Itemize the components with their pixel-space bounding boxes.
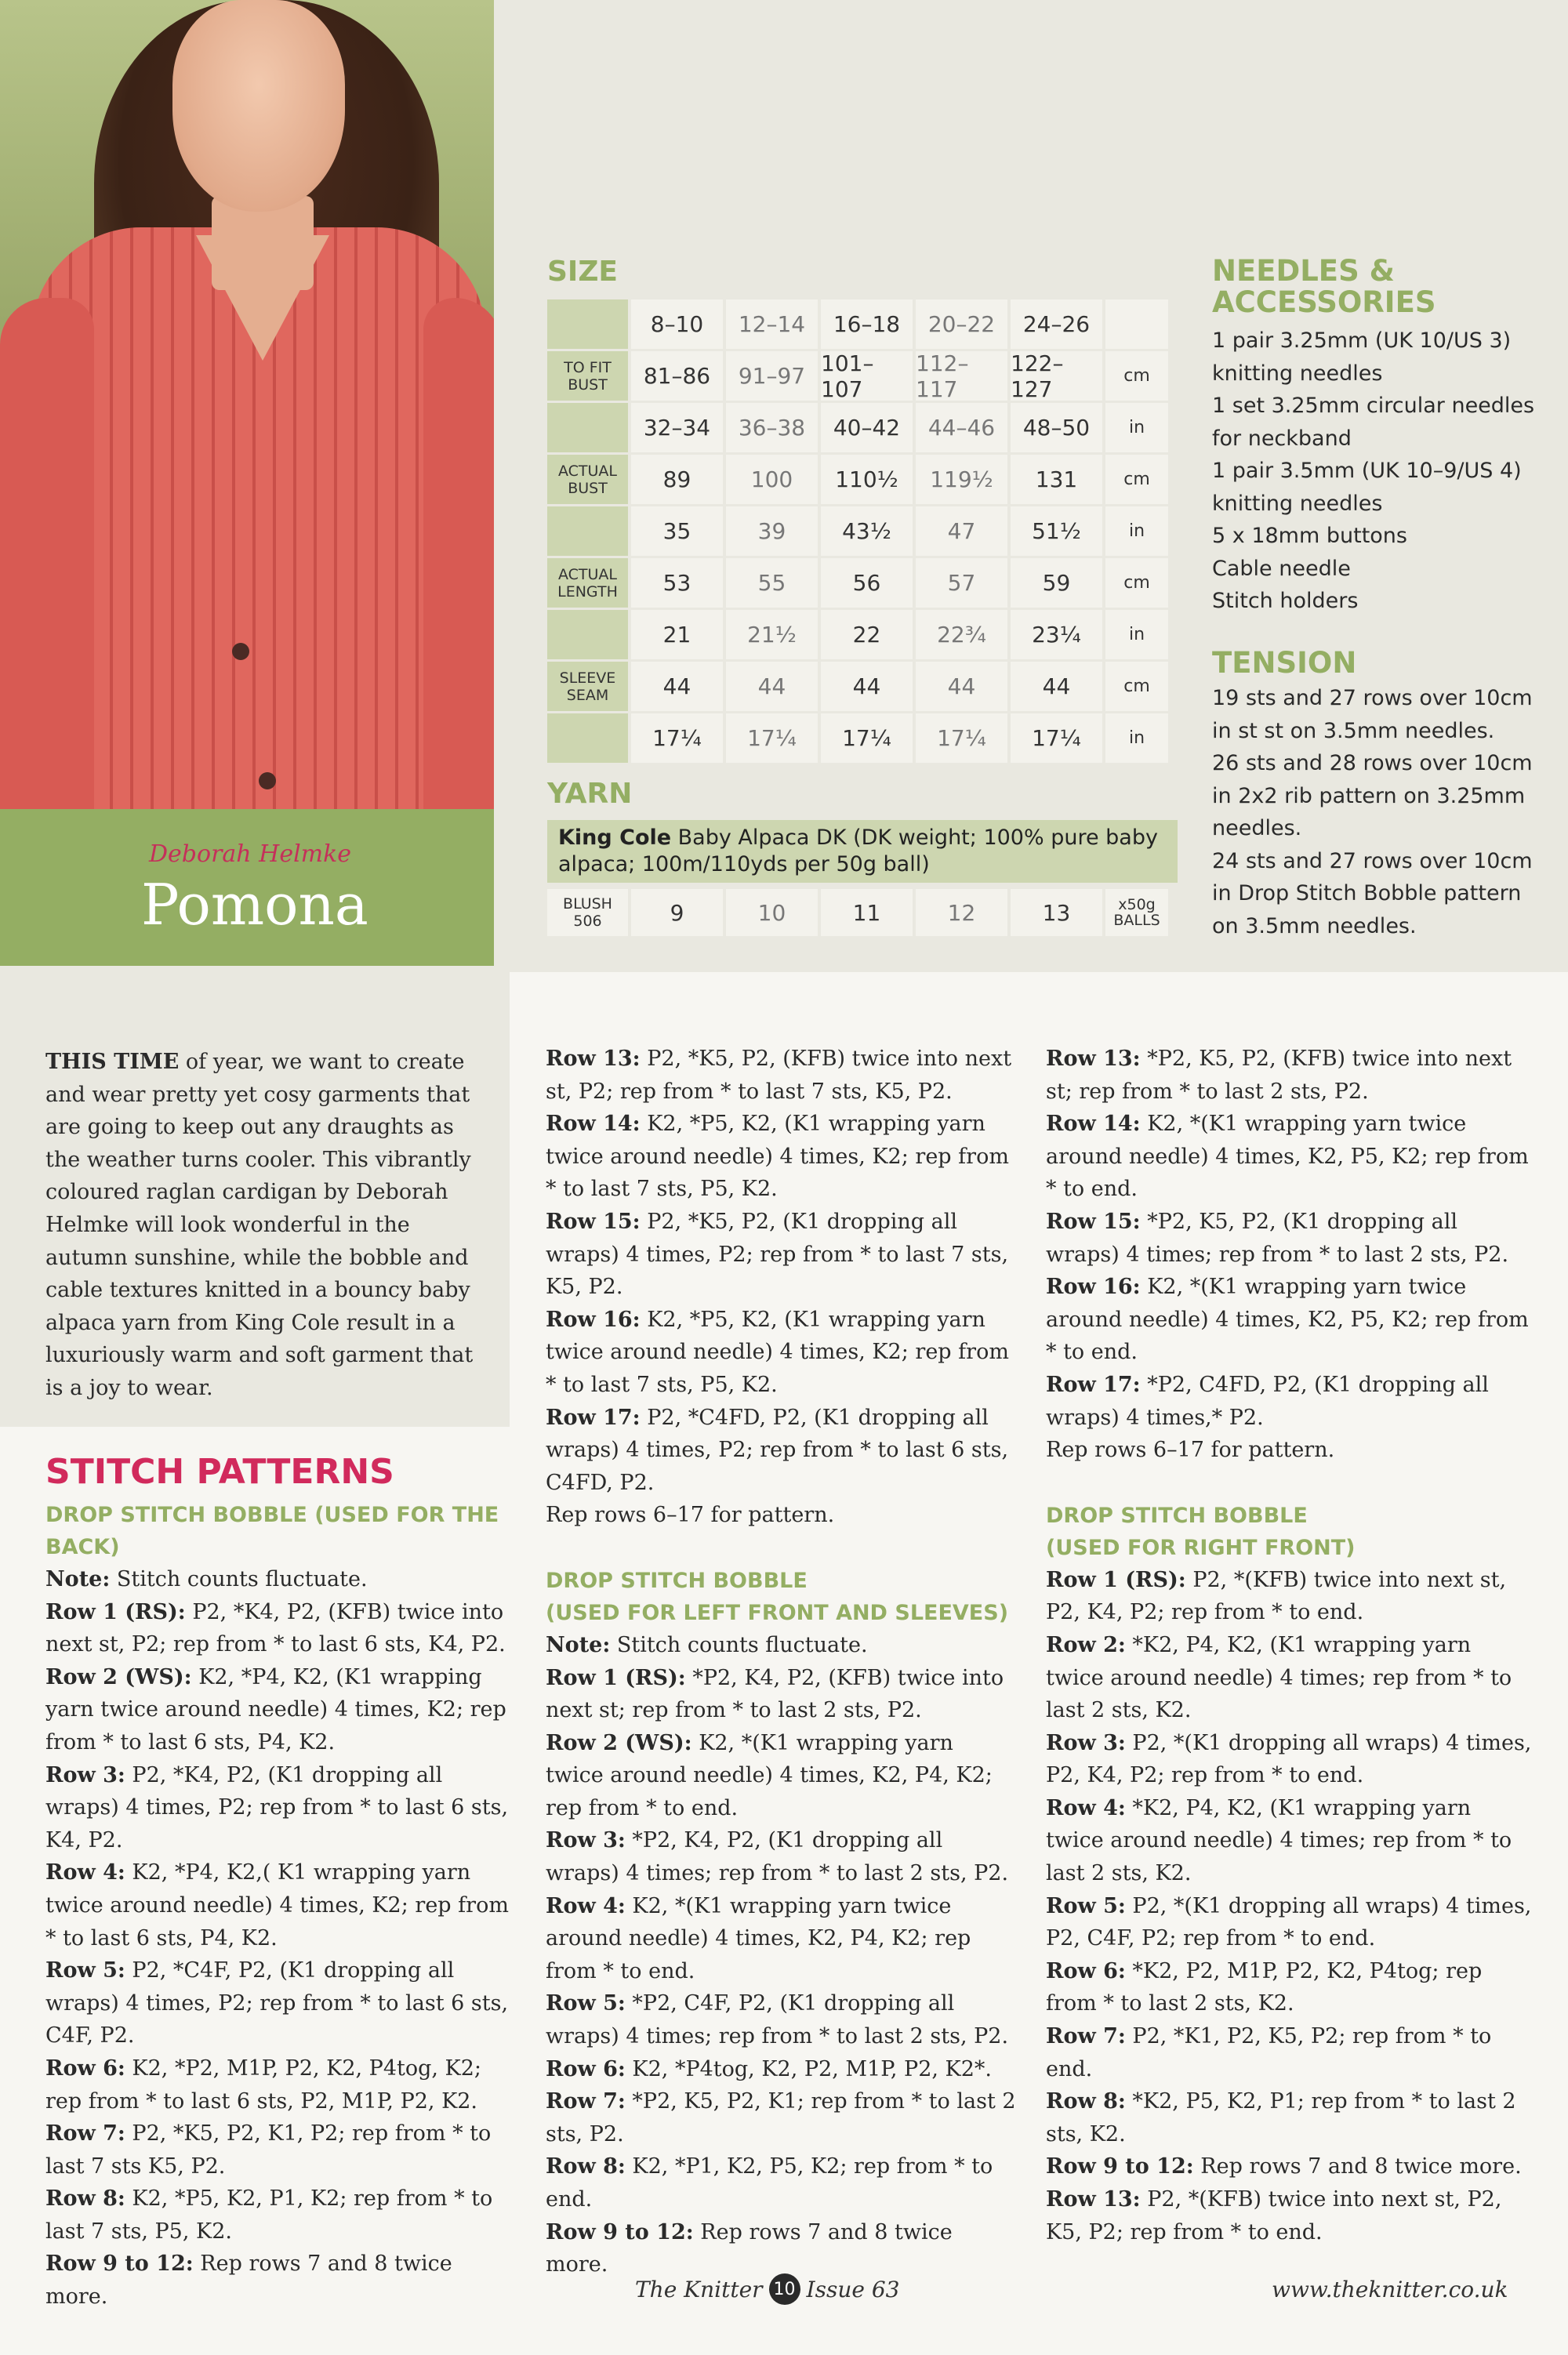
row-label: Row 5: xyxy=(1046,1893,1126,1918)
needles-item: 5 x 18mm buttons xyxy=(1212,524,1407,548)
yarn-quantities-row xyxy=(547,889,1182,936)
size-cell: 59 xyxy=(1011,558,1102,608)
row-label: Row 3: xyxy=(546,1828,626,1853)
pattern-row xyxy=(546,1304,1016,1402)
row-text: P2, *C4F, P2, (K1 dropping all wraps) 4 times, P2; rep from * to last 6 sts, C4F, P2. xyxy=(45,1958,509,2048)
size-cell: 23¼ xyxy=(1011,610,1102,659)
intro-text: of year, we want to create and wear pretty yet cosy garments that are going to keep out any draughts as the weather turns cooler. This vibrantly coloured raglan cardigan by Deborah Helmke will look wonderful in the autumn sunshine, while the bobble and cable textures knitted in a bouncy baby alpaca yarn from King Cole result in a luxuriously warm and soft garment that is a joy to wear. xyxy=(45,1050,474,1400)
row-text: Rep rows 7 and 8 twice more. xyxy=(45,2252,452,2310)
row-text: P2, *K5, P2, K1, P2; rep from * to last 7 sts K5, P2. xyxy=(45,2121,492,2179)
size-cell: 44 xyxy=(726,662,818,711)
tension-item: 26 sts and 28 rows over 10cm in 2x2 rib pattern on 3.25mm needles. xyxy=(1212,751,1533,840)
pattern-row xyxy=(1046,1043,1532,1108)
row-label: Row 15: xyxy=(546,1209,641,1234)
size-cell: 8–10 xyxy=(631,299,723,349)
pattern-row xyxy=(546,2085,1016,2150)
row-text: *P2, K5, P2, K1; rep from * to last 2 sts, P2. xyxy=(546,2089,1016,2146)
row-label: Row 2: xyxy=(1046,1632,1126,1657)
size-row xyxy=(547,713,1182,763)
needles-list xyxy=(1212,325,1541,618)
pattern-row xyxy=(1046,2150,1532,2183)
footer-link[interactable]: www.theknitter.co.uk xyxy=(1272,2277,1508,2302)
tension-heading: TENSION xyxy=(1212,646,1357,680)
pattern-row xyxy=(546,1662,1016,1727)
row-label: Row 3: xyxy=(1046,1730,1126,1755)
row-text: P2, *K4, P2, (KFB) twice into next st, P2; rep from * to last 6 sts, K4, P2. xyxy=(45,1599,506,1657)
size-cell: 44 xyxy=(821,662,913,711)
row-text: P2, *(KFB) twice into next st, P2, K5, P2; rep from * to end. xyxy=(1046,2187,1502,2244)
row-label: Row 17: xyxy=(1046,1372,1141,1397)
pattern-row xyxy=(1046,2183,1532,2248)
pattern-row xyxy=(1046,1727,1532,1792)
size-unit: cm xyxy=(1105,662,1168,711)
issue-number: Issue 63 xyxy=(806,2276,900,2302)
row-text: *P2, K4, P2, (K1 dropping all wraps) 4 times; rep from * to last 2 sts, P2. xyxy=(546,1828,1009,1886)
row-text: Rep rows 7 and 8 twice more. xyxy=(546,2219,953,2277)
row-label: Row 16: xyxy=(1046,1275,1141,1300)
size-row xyxy=(547,610,1182,659)
pattern-row xyxy=(45,1954,516,2052)
pattern-row xyxy=(546,1206,1016,1304)
yarn-heading: YARN xyxy=(547,778,633,810)
needles-item: 1 set 3.25mm circular needles for neckband xyxy=(1212,394,1535,451)
row-text: *P2, K4, P2, (KFB) twice into next st; rep from * to last 2 sts, P2. xyxy=(546,1665,1004,1723)
row-text: K2, *P5, K2, (K1 wrapping yarn twice around needle) 4 times, K2; rep from * to last 7 sts, P5, K2. xyxy=(546,1307,1009,1397)
row-label: Row 1 (RS): xyxy=(546,1665,686,1690)
row-text: K2, *P4tog, K2, P2, M1P, P2, K2*. xyxy=(625,2056,992,2081)
row-label: Row 13: xyxy=(1046,2187,1141,2212)
pattern-row xyxy=(1046,1206,1532,1271)
size-row-label: SLEEVE SEAM xyxy=(547,662,628,711)
row-text: K2, *P4, K2, (K1 wrapping yarn twice around needle) 4 times, K2; rep from * to last 6 sts, P4, K2. xyxy=(45,1664,506,1754)
row-label: Row 7: xyxy=(546,2089,626,2114)
row-label: Row 2 (WS): xyxy=(45,1664,192,1689)
size-cell: 40–42 xyxy=(821,403,913,452)
row-text: P2, *K5, P2, (K1 dropping all wraps) 4 times, P2; rep from * to last 7 sts, K5, P2. xyxy=(546,1209,1009,1300)
size-cell: 44 xyxy=(916,662,1007,711)
row-label: Row 6: xyxy=(1046,1958,1126,1983)
size-cell: 57 xyxy=(916,558,1007,608)
row-text: K2, *P1, K2, P5, K2; rep from * to end. xyxy=(546,2154,993,2212)
back-rows xyxy=(45,1596,516,2313)
yarn-balls: 10 xyxy=(726,889,818,936)
yarn-description xyxy=(547,820,1178,883)
pattern-row xyxy=(546,1043,1016,1108)
magazine-name: The Knitter xyxy=(635,2276,763,2302)
size-unit: cm xyxy=(1105,558,1168,608)
pattern-row xyxy=(45,2052,516,2117)
size-cell: 20–22 xyxy=(916,299,1007,349)
row-label: Row 9 to 12: xyxy=(546,2219,694,2244)
size-cell: 22¾ xyxy=(916,610,1007,659)
size-cell: 36–38 xyxy=(726,403,818,452)
left-pattern-title: DROP STITCH BOBBLE xyxy=(546,1568,808,1593)
pattern-row xyxy=(1046,1955,1532,2020)
pattern-row xyxy=(546,2216,1016,2281)
pattern-row xyxy=(546,1108,1016,1206)
row-text: P2, *(K1 dropping all wraps) 4 times, P2, K4, P2; rep from * to end. xyxy=(1046,1730,1532,1788)
pattern-row xyxy=(1046,1271,1532,1369)
pattern-row xyxy=(1046,1108,1532,1206)
size-cell: 17¼ xyxy=(916,713,1007,763)
left-pattern-subtitle: (USED FOR LEFT FRONT AND SLEEVES) xyxy=(546,1600,1009,1625)
row-text: K2, *P2, M1P, P2, K2, P4tog, K2; rep from * to last 6 sts, P2, M1P, P2, K2. xyxy=(45,2056,482,2114)
size-unit xyxy=(1105,299,1168,349)
row-label: Row 5: xyxy=(546,1991,626,2016)
needles-heading-line-2: ACCESSORIES xyxy=(1212,285,1436,319)
needles-heading xyxy=(1212,256,1436,318)
note: Note: Stitch counts fluctuate. xyxy=(546,1632,868,1657)
size-unit: cm xyxy=(1105,455,1168,504)
row-text: *K2, P5, K2, P1; rep from * to last 2 sts, K2. xyxy=(1046,2089,1516,2146)
tension-text xyxy=(1212,682,1541,942)
row-label: Row 15: xyxy=(1046,1209,1141,1234)
size-cell: 16–18 xyxy=(821,299,913,349)
row-text: *P2, K5, P2, (KFB) twice into next st; rep from * to last 2 sts, P2. xyxy=(1046,1047,1512,1104)
size-row xyxy=(547,403,1182,452)
size-cell: 24–26 xyxy=(1011,299,1102,349)
size-unit: in xyxy=(1105,403,1168,452)
row-text: K2, *(K1 wrapping yarn twice around needle) 4 times, K2, P5, K2; rep from * to end. xyxy=(1046,1275,1529,1365)
size-cell: 44–46 xyxy=(916,403,1007,452)
pattern-row xyxy=(45,1661,516,1759)
needles-heading-line-1: NEEDLES & xyxy=(1212,254,1395,288)
repeat-note: Rep rows 6–17 for pattern. xyxy=(546,1503,835,1528)
size-cell: 17¼ xyxy=(1011,713,1102,763)
row-label: Row 9 to 12: xyxy=(45,2252,194,2277)
row-label: Row 17: xyxy=(546,1405,641,1430)
size-row-label xyxy=(547,610,628,659)
size-cell: 89 xyxy=(631,455,723,504)
size-cell: 17¼ xyxy=(821,713,913,763)
row-text: *P2, C4FD, P2, (K1 dropping all wraps) 4 times,* P2. xyxy=(1046,1372,1489,1430)
yarn-balls: 9 xyxy=(631,889,723,936)
pattern-row xyxy=(1046,2085,1532,2150)
pattern-row xyxy=(1046,1792,1532,1890)
row-label: Row 13: xyxy=(546,1047,641,1071)
size-row-label: TO FIT BUST xyxy=(547,351,628,401)
row-label: Row 7: xyxy=(1046,2024,1126,2049)
note: Note: Stitch counts fluctuate. xyxy=(45,1567,368,1591)
designer-name: Deborah Helmke xyxy=(149,840,352,868)
stitch-patterns-heading: STITCH PATTERNS xyxy=(45,1452,394,1492)
size-cell: 32–34 xyxy=(631,403,723,452)
row-text: *K2, P4, K2, (K1 wrapping yarn twice around needle) 4 times; rep from * to last 2 sts, K2. xyxy=(1046,1795,1512,1886)
size-row xyxy=(547,558,1182,608)
row-text: P2, *K5, P2, (KFB) twice into next st, P2; rep from * to last 7 sts, K5, P2. xyxy=(546,1047,1012,1104)
size-cell: 12–14 xyxy=(726,299,818,349)
pattern-row xyxy=(546,1824,1016,1889)
right-pattern-title: DROP STITCH BOBBLE xyxy=(1046,1503,1308,1528)
yarn-unit: x50g BALLS xyxy=(1105,889,1168,936)
tension-item: 24 sts and 27 rows over 10cm in Drop Stitch Bobble pattern on 3.5mm needles. xyxy=(1212,848,1533,938)
left-rows-continued xyxy=(1046,1043,1532,1434)
pattern-row xyxy=(45,1596,516,1661)
size-row xyxy=(547,455,1182,504)
size-cell: 55 xyxy=(726,558,818,608)
row-text: K2, *P5, K2, P1, K2; rep from * to last 7 sts, P5, K2. xyxy=(45,2186,493,2244)
size-cell: 22 xyxy=(821,610,913,659)
pattern-row xyxy=(546,2053,1016,2086)
row-label: Row 1 (RS): xyxy=(1046,1567,1186,1592)
size-cell: 53 xyxy=(631,558,723,608)
left-rows xyxy=(546,1662,1016,2281)
tension-item: 19 sts and 27 rows over 10cm in st st on 3.5mm needles. xyxy=(1212,686,1533,743)
size-unit: in xyxy=(1105,610,1168,659)
footer-magazine xyxy=(635,2273,899,2305)
size-cell: 44 xyxy=(1011,662,1102,711)
row-label: Row 7: xyxy=(45,2121,125,2146)
model-photo xyxy=(0,0,494,809)
yarn-details: Baby Alpaca DK (DK weight; 100% pure baby alpaca; 100m/110yds per 50g ball) xyxy=(558,826,1158,876)
pattern-row xyxy=(1046,2020,1532,2085)
intro-paragraph xyxy=(45,1046,492,1405)
pattern-row xyxy=(45,2248,516,2313)
repeat-note: Rep rows 6–17 for pattern. xyxy=(1046,1438,1335,1463)
pattern-row xyxy=(546,2150,1016,2215)
intro-lead: THIS TIME xyxy=(45,1050,180,1074)
size-unit: cm xyxy=(1105,351,1168,401)
size-heading: SIZE xyxy=(547,256,619,288)
size-cell: 101–107 xyxy=(821,351,913,401)
size-row xyxy=(547,506,1182,556)
size-row-label: ACTUAL BUST xyxy=(547,455,628,504)
size-row-label xyxy=(547,713,628,763)
yarn-balls: 11 xyxy=(821,889,913,936)
needles-item: 1 pair 3.25mm (UK 10/US 3) knitting needles xyxy=(1212,328,1512,386)
row-text: P2, *(KFB) twice into next st, P2, K4, P2; rep from * to end. xyxy=(1046,1567,1507,1625)
row-label: Row 14: xyxy=(1046,1112,1141,1137)
pattern-row xyxy=(45,2117,516,2183)
size-row xyxy=(547,299,1182,349)
row-label: Row 4: xyxy=(45,1860,125,1885)
size-cell: 56 xyxy=(821,558,913,608)
row-label: Row 5: xyxy=(45,1958,125,1983)
size-cell: 51½ xyxy=(1011,506,1102,556)
size-cell: 100 xyxy=(726,455,818,504)
size-table xyxy=(547,299,1182,765)
row-label: Row 2 (WS): xyxy=(546,1730,692,1755)
row-text: P2, *K1, P2, K5, P2; rep from * to end. xyxy=(1046,2024,1492,2081)
pattern-row xyxy=(1046,1564,1532,1629)
row-text: P2, *K4, P2, (K1 dropping all wraps) 4 times, P2; rep from * to last 6 sts, K4, P2. xyxy=(45,1762,509,1852)
row-label: Row 6: xyxy=(45,2056,125,2081)
size-cell: 35 xyxy=(631,506,723,556)
size-cell: 81–86 xyxy=(631,351,723,401)
row-text: K2, *P5, K2, (K1 wrapping yarn twice around needle) 4 times, K2; rep from * to last 7 sts, P5, K2. xyxy=(546,1112,1009,1202)
row-label: Row 1 (RS): xyxy=(45,1599,186,1624)
yarn-shade: BLUSH 506 xyxy=(547,889,628,936)
right-pattern-subtitle: (USED FOR RIGHT FRONT) xyxy=(1046,1535,1356,1560)
size-cell: 44 xyxy=(631,662,723,711)
size-cell: 43½ xyxy=(821,506,913,556)
row-text: K2, *P4, K2,( K1 wrapping yarn twice around needle) 4 times, K2; rep from * to last 6 sts, P4, K2. xyxy=(45,1860,509,1950)
size-cell: 17¼ xyxy=(631,713,723,763)
column-3 xyxy=(1046,1043,1532,2248)
row-label: Row 3: xyxy=(45,1762,125,1787)
yarn-balls: 13 xyxy=(1011,889,1102,936)
size-cell: 17¼ xyxy=(726,713,818,763)
size-cell: 21 xyxy=(631,610,723,659)
row-text: K2, *(K1 wrapping yarn twice around needle) 4 times, K2, P4, K2; rep from * to end. xyxy=(546,1893,971,1983)
needles-item: 1 pair 3.5mm (UK 10–9/US 4) knitting needles xyxy=(1212,459,1522,516)
row-text: Rep rows 7 and 8 twice more. xyxy=(1193,2154,1522,2179)
yarn-balls: 12 xyxy=(916,889,1007,936)
pattern-title: Pomona xyxy=(141,872,368,938)
row-text: P2, *C4FD, P2, (K1 dropping all wraps) 4 times, P2; rep from * to last 6 sts, C4FD, P2. xyxy=(546,1405,1009,1495)
row-label: Row 6: xyxy=(546,2056,626,2081)
row-text: *P2, C4F, P2, (K1 dropping all wraps) 4 times; rep from * to last 2 sts, P2. xyxy=(546,1991,1009,2049)
size-cell: 119½ xyxy=(916,455,1007,504)
pattern-row xyxy=(546,1890,1016,1988)
row-label: Row 16: xyxy=(546,1307,641,1332)
size-row xyxy=(547,662,1182,711)
size-row-label xyxy=(547,299,628,349)
row-text: P2, *(K1 dropping all wraps) 4 times, P2, C4F, P2; rep from * to end. xyxy=(1046,1893,1532,1951)
size-cell: 131 xyxy=(1011,455,1102,504)
yarn-brand: King Cole xyxy=(558,826,672,850)
pattern-row xyxy=(546,1987,1016,2052)
row-label: Row 4: xyxy=(546,1893,626,1918)
row-text: K2, *(K1 wrapping yarn twice around needle) 4 times, K2, P4, K2; rep from * to end. xyxy=(546,1730,993,1820)
row-label: Row 8: xyxy=(546,2154,626,2179)
back-pattern-title: DROP STITCH BOBBLE (USED FOR THE BACK) xyxy=(45,1503,499,1559)
size-cell: 122–127 xyxy=(1011,351,1102,401)
size-unit: in xyxy=(1105,506,1168,556)
row-label: Row 13: xyxy=(1046,1047,1141,1071)
size-row xyxy=(547,351,1182,401)
size-cell: 47 xyxy=(916,506,1007,556)
size-row-label: ACTUAL LENGTH xyxy=(547,558,628,608)
pattern-row xyxy=(546,1402,1016,1500)
size-cell: 48–50 xyxy=(1011,403,1102,452)
pattern-row xyxy=(45,1856,516,1954)
pattern-row xyxy=(45,1759,516,1857)
pattern-row xyxy=(1046,1629,1532,1727)
size-cell: 91–97 xyxy=(726,351,818,401)
column-2 xyxy=(546,1043,1016,2281)
pattern-row xyxy=(1046,1369,1532,1434)
row-label: Row 8: xyxy=(45,2186,125,2212)
size-cell: 110½ xyxy=(821,455,913,504)
pattern-row xyxy=(1046,1890,1532,1955)
row-label: Row 8: xyxy=(1046,2089,1126,2114)
row-text: *K2, P2, M1P, P2, K2, P4tog; rep from * to last 2 sts, K2. xyxy=(1046,1958,1483,2016)
size-cell: 21½ xyxy=(726,610,818,659)
pattern-row xyxy=(546,1727,1016,1825)
needles-item: Cable needle xyxy=(1212,556,1351,581)
row-text: *P2, K5, P2, (K1 dropping all wraps) 4 times; rep from * to last 2 sts, P2. xyxy=(1046,1209,1509,1267)
right-rows xyxy=(1046,1564,1532,2248)
pattern-row xyxy=(45,2183,516,2248)
size-unit: in xyxy=(1105,713,1168,763)
page-number: 10 xyxy=(769,2273,800,2305)
row-label: Row 14: xyxy=(546,1112,641,1137)
needles-item: Stitch holders xyxy=(1212,589,1359,613)
row-text: K2, *(K1 wrapping yarn twice around needle) 4 times, K2, P5, K2; rep from * to end. xyxy=(1046,1112,1529,1202)
row-label: Row 4: xyxy=(1046,1795,1126,1820)
row-label: Row 9 to 12: xyxy=(1046,2154,1194,2179)
size-row-label xyxy=(547,506,628,556)
size-cell: 112–117 xyxy=(916,351,1007,401)
back-rows-continued xyxy=(546,1043,1016,1499)
column-1 xyxy=(45,1499,516,2313)
size-cell: 39 xyxy=(726,506,818,556)
row-text: *K2, P4, K2, (K1 wrapping yarn twice around needle) 4 times; rep from * to last 2 sts, K2. xyxy=(1046,1632,1512,1723)
size-row-label xyxy=(547,403,628,452)
